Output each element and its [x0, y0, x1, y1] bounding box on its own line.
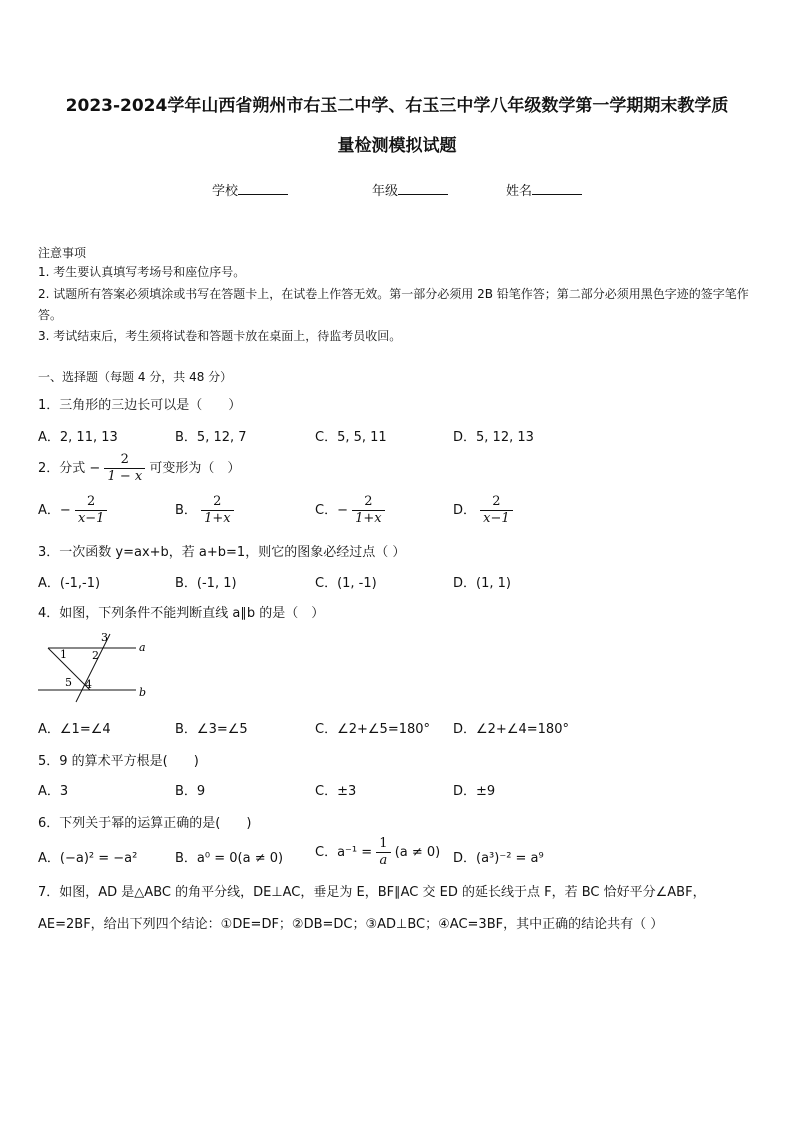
q6-option-d[interactable]: D．(a³)⁻² = a⁹	[453, 851, 544, 866]
q6-stem: 6．下列关于幂的运算正确的是( )	[38, 816, 252, 831]
q2-stem-den: 1 − x	[107, 469, 143, 484]
q5-option-b[interactable]: B．9	[175, 784, 206, 799]
q1-option-a[interactable]: A．2, 11, 13	[38, 430, 118, 445]
q1-option-d[interactable]: D．5, 12, 13	[453, 430, 534, 445]
q2-b-num: 2	[201, 494, 234, 511]
transversal-2	[76, 634, 110, 702]
fig-label-5: 5	[65, 676, 72, 689]
exam-title	[30, 86, 764, 166]
q7-stem: 7．如图，AD 是△ABC 的角平分线，DE⊥AC，垂足为 E，BF∥AC 交 ED 的延长线于点 F，若 BC 恰好平分∠ABF，AE=2BF，给出下列四个结论：①DE=DF；②DB=DC；③AD⊥BC；④AC=3BF，其中正确的结论共有（ ）	[38, 885, 706, 932]
q2-b-label: B．	[175, 503, 197, 518]
q6-c-den: a	[379, 853, 388, 868]
q3-option-d[interactable]: D．(1, 1)	[453, 576, 511, 591]
q5-option-d[interactable]: D．±9	[453, 784, 496, 799]
fig-label-3: 3	[101, 631, 108, 644]
q2-a-den: x−1	[77, 511, 105, 526]
q2-b-fraction	[201, 494, 234, 527]
q3-option-c[interactable]: C．(1, -1)	[315, 576, 377, 591]
grade-label: 年级	[372, 184, 399, 199]
q6-c-fraction	[376, 836, 390, 869]
notice-item-2: 2. 试题所有答案必须填涂或书写在答题卡上，在试卷上作答无效。第一部分必须用 2B 铅笔作答；第二部分必须用黑色字迹的签字笔作答。	[38, 287, 749, 322]
exam-title-line2: 量检测模拟试题	[337, 136, 457, 156]
q1-option-b[interactable]: B．5, 12, 7	[175, 430, 247, 445]
q2-a-num: 2	[75, 494, 108, 511]
q2-stem-num: 2	[104, 452, 145, 469]
q1-stem: 1．三角形的三边长可以是（ ）	[38, 398, 242, 413]
school-blank[interactable]	[238, 182, 288, 195]
fig-label-b: b	[139, 686, 147, 699]
q2-d-fraction	[480, 494, 513, 527]
q2-c-den: 1+x	[355, 511, 382, 526]
grade-field[interactable]	[372, 180, 448, 199]
name-label: 姓名	[506, 184, 533, 199]
section-heading: 一、选择题（每题 4 分，共 48 分）	[38, 370, 233, 384]
fig-label-a: a	[139, 641, 146, 654]
school-field[interactable]	[212, 180, 288, 199]
q2-stem-suffix: 可变形为（ ）	[149, 461, 241, 476]
fig-label-4: 4	[85, 678, 92, 691]
q3-option-b[interactable]: B．(-1, 1)	[175, 576, 237, 591]
q3-stem: 3．一次函数 y=ax+b，若 a+b=1，则它的图象必经过点（ ）	[38, 545, 406, 560]
q6-c-num: 1	[376, 836, 390, 853]
q2-a-label: A．−	[38, 503, 71, 518]
grade-blank[interactable]	[398, 182, 448, 195]
q2-d-label: D．	[453, 503, 477, 518]
q2-stem-prefix: 2．分式 −	[38, 461, 101, 476]
q5-option-a[interactable]: A．3	[38, 784, 69, 799]
fig-label-1: 1	[60, 648, 67, 661]
q4-option-a[interactable]: A．∠1=∠4	[38, 722, 111, 737]
q2-option-c[interactable]	[315, 494, 385, 527]
q3-option-a[interactable]: A．(-1,-1)	[38, 576, 101, 591]
q2-d-num: 2	[480, 494, 513, 511]
q4-stem: 4．如图，下列条件不能判断直线 a∥b 的是（ ）	[38, 606, 325, 621]
q5-stem: 5．9 的算术平方根是( )	[38, 754, 199, 769]
q4-option-c[interactable]: C．∠2+∠5=180°	[315, 722, 431, 737]
q4-figure	[38, 628, 158, 706]
q2-option-d[interactable]	[453, 494, 513, 527]
q2-c-num: 2	[352, 494, 385, 511]
q6-c-suffix: (a ≠ 0)	[394, 845, 441, 860]
school-label: 学校	[212, 184, 239, 199]
fig-label-2: 2	[92, 649, 99, 662]
q2-option-a[interactable]	[38, 494, 107, 527]
q1-option-c[interactable]: C．5, 5, 11	[315, 430, 387, 445]
q6-c-prefix: C．a⁻¹ =	[315, 845, 373, 860]
q2-c-fraction	[352, 494, 385, 527]
notice-item-1: 1. 考生要认真填写考场号和座位序号。	[38, 265, 246, 279]
q4-option-d[interactable]: D．∠2+∠4=180°	[453, 722, 569, 737]
name-field[interactable]	[506, 180, 582, 199]
notice-heading: 注意事项	[38, 246, 87, 260]
q2-a-fraction	[75, 494, 108, 527]
q2-c-label: C．−	[315, 503, 348, 518]
notice-item-3: 3. 考试结束后，考生须将试卷和答题卡放在桌面上，待监考员收回。	[38, 329, 402, 343]
q4-option-b[interactable]: B．∠3=∠5	[175, 722, 248, 737]
q2-d-den: x−1	[483, 511, 510, 526]
q2-stem	[38, 452, 240, 485]
q6-option-c[interactable]	[315, 836, 440, 869]
exam-title-line1: 2023-2024学年山西省朔州市右玉二中学、右玉三中学八年级数学第一学期期末教学质	[65, 96, 729, 116]
q2-b-den: 1+x	[204, 511, 231, 526]
q5-option-c[interactable]: C．±3	[315, 784, 357, 799]
q2-stem-fraction	[104, 452, 145, 485]
q6-option-b[interactable]: B．a⁰ = 0(a ≠ 0)	[175, 851, 284, 866]
q2-option-b[interactable]	[175, 494, 234, 527]
q6-option-a[interactable]: A．(−a)² = −a²	[38, 851, 138, 866]
name-blank[interactable]	[532, 182, 582, 195]
